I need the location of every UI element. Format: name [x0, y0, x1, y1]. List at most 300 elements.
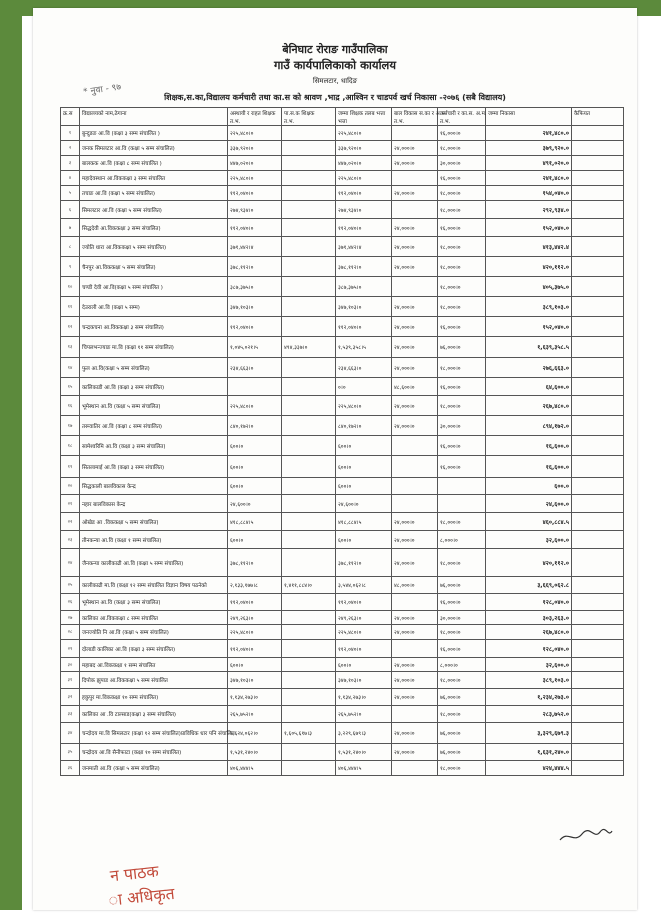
serial-cell: ३४	[61, 723, 80, 744]
pask-teacher-cell	[282, 611, 336, 625]
school-name-cell: चन्द्रोदय आ.वि सैनीफाटा (कक्षा १० सम्म संचालित)	[80, 744, 228, 761]
temp-teacher-cell: २२५,४८०।०	[228, 625, 282, 640]
office-name: गाउँ कार्यपालिकाको कार्यालय	[273, 58, 397, 72]
remarks-cell	[572, 531, 624, 549]
total-release-cell: १५४,०४०.०	[486, 186, 572, 201]
serial-cell: ३३	[61, 706, 80, 723]
total-salary-cell: १,५३९,३५८।५	[336, 337, 392, 358]
serial-cell: १८	[61, 436, 80, 456]
total-release-cell: ४१३,४४२.४	[486, 237, 572, 257]
total-salary-cell: २२५,४८०।०	[336, 171, 392, 186]
pask-teacher-cell	[282, 317, 336, 337]
serial-cell: १२	[61, 317, 80, 337]
seal-line-1: न पाठक	[109, 861, 160, 886]
total-salary-cell: ८४०,१७२।०	[336, 416, 392, 436]
child-dev-cell	[392, 126, 438, 141]
table-row	[61, 358, 624, 378]
pask-teacher-cell: ४९४,३३७।०	[282, 337, 336, 358]
temp-teacher-cell: ११२,०४०।०	[228, 219, 282, 237]
temp-teacher-cell	[228, 378, 282, 396]
remarks-cell	[572, 358, 624, 378]
child-dev-cell: २४,०००।०	[392, 513, 438, 531]
table-row	[61, 658, 624, 672]
header-temp-teacher: अस्थायी र राहत शिक्षक त.भ.	[228, 108, 282, 126]
header-pask-teacher: पा.स.क शिक्षक त.भ.	[282, 108, 336, 126]
temp-teacher-cell: २६५,७५२।०	[228, 706, 282, 723]
child-dev-cell: २४,०००।०	[392, 141, 438, 156]
total-salary-cell: ३८७,३७५।०	[336, 277, 392, 297]
child-dev-cell	[392, 171, 438, 186]
serial-cell: ३२	[61, 689, 80, 706]
child-dev-cell	[392, 436, 438, 456]
total-salary-cell: ११२,०४०।०	[336, 186, 392, 201]
staff-cell: ७६,०००।०	[438, 337, 486, 358]
staff-cell: १६,०००।०	[438, 594, 486, 611]
remarks-cell	[572, 317, 624, 337]
pask-teacher-cell	[282, 186, 336, 201]
child-dev-cell: २४,०००।०	[392, 625, 438, 640]
pask-teacher-cell	[282, 744, 336, 761]
temp-teacher-cell: ३७१,४४२।४	[228, 237, 282, 257]
total-salary-cell: २७४,९३४।०	[336, 201, 392, 219]
school-name-cell: तीनकन्या आ.वि (कक्षा १ सम्म संचालित)	[80, 531, 228, 549]
child-dev-cell: २४,०००।०	[392, 317, 438, 337]
pask-teacher-cell	[282, 396, 336, 416]
serial-cell: १०	[61, 277, 80, 297]
pask-teacher-cell	[282, 531, 336, 549]
remarks-cell	[572, 594, 624, 611]
table-row	[61, 237, 624, 257]
pask-teacher-cell	[282, 378, 336, 396]
pask-teacher-cell	[282, 201, 336, 219]
school-name-cell: चन्दोदय मा.वि सिमलटार (कक्षा १२ सम्म संचालित)प्राविधिक धार पनि संचालित	[80, 723, 228, 744]
school-name-cell: जनज्योति नि आ.वि (कक्षा ५ सम्म संचालित)	[80, 625, 228, 640]
child-dev-cell: २४,०००।०	[392, 186, 438, 201]
header-remarks: कैफियत	[572, 108, 624, 126]
pask-teacher-cell	[282, 358, 336, 378]
child-dev-cell: २४,०००।०	[392, 297, 438, 317]
remarks-cell	[572, 297, 624, 317]
child-dev-cell	[392, 478, 438, 495]
child-dev-cell: २४,०००।०	[392, 257, 438, 277]
school-name-cell: सिद्धदेवी आ.विककक्षा ३ सम्म संचालित)	[80, 219, 228, 237]
remarks-cell	[572, 689, 624, 706]
pask-teacher-cell	[282, 141, 336, 156]
pask-teacher-cell	[282, 761, 336, 776]
total-release-cell: २४१,४८०.०	[486, 171, 572, 186]
remarks-cell	[572, 513, 624, 531]
total-salary-cell: ४४७,०२०।०	[336, 156, 392, 171]
total-salary-cell: ०।०	[336, 378, 392, 396]
school-name-cell: सामेश्वरिमि आ.वि (कक्षा ३ सम्म संचालित)	[80, 436, 228, 456]
serial-cell: ३	[61, 156, 80, 171]
temp-teacher-cell: ११२,०४०।०	[228, 317, 282, 337]
total-release-cell: १२८,०४०.०	[486, 640, 572, 658]
remarks-cell	[572, 478, 624, 495]
temp-teacher-cell: ३७८,११२।०	[228, 549, 282, 577]
temp-teacher-cell: २३४,६६३।०	[228, 358, 282, 378]
pask-teacher-cell	[282, 219, 336, 237]
temp-teacher-cell: ११२,०४०।०	[228, 594, 282, 611]
staff-cell: १८,०००।०	[438, 257, 486, 277]
total-salary-cell: २४९,२६३।०	[336, 611, 392, 625]
table-row	[61, 689, 624, 706]
school-name-cell: भूमेस्थान आ.वि (कक्षा ५ सम्म संचालित)	[80, 396, 228, 416]
table-row	[61, 171, 624, 186]
serial-cell: १३	[61, 337, 80, 358]
school-name-cell: चन्द्रकचना आ.विककक्षा ३ सम्म संचालित)	[80, 317, 228, 337]
remarks-cell	[572, 549, 624, 577]
remarks-cell	[572, 277, 624, 297]
total-salary-cell: २३४,६६३।०	[336, 358, 392, 378]
header-child-dev: बाल विकास स.का र अ.म. त.भ.	[392, 108, 438, 126]
table-row	[61, 416, 624, 436]
school-name-cell: सिद्धकाली बालविकास केन्द्र	[80, 478, 228, 495]
table-row	[61, 219, 624, 237]
total-release-cell: ४२०,११२.०	[486, 257, 572, 277]
temp-teacher-cell: ३३७,९२०।०	[228, 141, 282, 156]
table-row	[61, 456, 624, 478]
school-name-cell: ज्योति धारा आ.विककक्षा ५ सम्म संचालित)	[80, 237, 228, 257]
pask-teacher-cell	[282, 237, 336, 257]
pask-teacher-cell	[282, 495, 336, 513]
pask-teacher-cell	[282, 706, 336, 723]
serial-cell: २५	[61, 577, 80, 594]
child-dev-cell: २४,०००।०	[392, 723, 438, 744]
pask-teacher-cell	[282, 171, 336, 186]
office-address: सिमलटार, धादिङ	[312, 77, 358, 85]
staff-cell: १८,०००।०	[438, 761, 486, 776]
total-release-cell: ३,३२९,६७९.३	[486, 723, 572, 744]
staff-cell: ३०,०००।०	[438, 611, 486, 625]
child-dev-cell: २४,०००।०	[392, 549, 438, 577]
temp-teacher-cell: २४,६००।०	[228, 495, 282, 513]
school-name-cell: महादेवस्थान आ.विककक्षा ३ सम्म संचालित	[80, 171, 228, 186]
table-row	[61, 478, 624, 495]
school-name-cell: चैनपुर आ.विककक्षा ५ सम्म संचालित)	[80, 257, 228, 277]
staff-cell: १६,०००।०	[438, 171, 486, 186]
total-salary-cell: ४०६,४४४।५	[336, 761, 392, 776]
school-name-cell: सिमलटार आ.वि (कक्षा ५ सम्म संचालित)	[80, 201, 228, 219]
temp-teacher-cell: ११२,०४०।०	[228, 186, 282, 201]
total-release-cell: १,२३४,२७३.०	[486, 689, 572, 706]
pask-teacher-cell	[282, 672, 336, 689]
total-release-cell: २८३,७५२.०	[486, 706, 572, 723]
school-name-cell: जनक सिमलटार आ.वि (कक्षा ५ सम्म संचालित)	[80, 141, 228, 156]
total-release-cell: १,६३९,३५८.५	[486, 337, 572, 358]
serial-cell: १	[61, 126, 80, 141]
total-release-cell: २४१,४८०.०	[486, 126, 572, 141]
staff-cell: १८,०००।०	[438, 625, 486, 640]
total-salary-cell: ३३७,९२०।०	[336, 141, 392, 156]
school-name-cell: तरूवातिर आ.वि (कक्षा ८ सम्म संचालित)	[80, 416, 228, 436]
remarks-cell	[572, 201, 624, 219]
serial-cell: ३६	[61, 761, 80, 776]
background-left	[0, 0, 22, 910]
remarks-cell	[572, 416, 624, 436]
serial-cell: २३	[61, 531, 80, 549]
remarks-cell	[572, 706, 624, 723]
staff-cell: ७६,०००।०	[438, 744, 486, 761]
header-total-salary: जम्मा शिक्षक तलब भत्ता भत्ता	[336, 108, 392, 126]
header-serial: क्र.स	[61, 108, 80, 126]
total-salary-cell: ११२,०४०।०	[336, 640, 392, 658]
child-dev-cell: २४,०००।०	[392, 358, 438, 378]
child-dev-cell	[392, 201, 438, 219]
table-header-row	[61, 108, 624, 126]
staff-cell: १८,०००।०	[438, 141, 486, 156]
staff-cell: १८,०००।०	[438, 237, 486, 257]
total-salary-cell: ४१८,८८४।५	[336, 513, 392, 531]
pask-teacher-cell	[282, 156, 336, 171]
remarks-cell	[572, 156, 624, 171]
pask-teacher-cell	[282, 625, 336, 640]
temp-teacher-cell: २,१३३,१७७।८	[228, 577, 282, 594]
serial-cell: ३०	[61, 658, 80, 672]
total-salary-cell: १,१३४,२७३।०	[336, 689, 392, 706]
temp-teacher-cell: २२५,४८०।०	[228, 126, 282, 141]
table-row	[61, 495, 624, 513]
remarks-cell	[572, 378, 624, 396]
staff-cell: ८,०००।०	[438, 531, 486, 549]
remarks-cell	[572, 171, 624, 186]
total-release-cell: ३८९,१०३.०	[486, 672, 572, 689]
total-salary-cell: ३,२२९,६७९।३	[336, 723, 392, 744]
seal-line-2: ा अधिकृत	[107, 883, 176, 910]
school-name-cell: बुन्दुङङ आ.वि (कक्षा ३ सम्म संचालित )	[80, 126, 228, 141]
serial-cell: १६	[61, 396, 80, 416]
total-release-cell: ६४,६००.०	[486, 378, 572, 396]
total-salary-cell: ३७८,११२।०	[336, 257, 392, 277]
staff-cell: १८,०००।०	[438, 549, 486, 577]
staff-cell: १६,०००।०	[438, 456, 486, 478]
table-row	[61, 436, 624, 456]
school-name-cell: जैनकन्या कालीकाढी आ.वि (कक्षा ५ सम्म संचालित)	[80, 549, 228, 577]
school-name-cell: कालिका आ.विककक्षा ८ सम्म संचालित	[80, 611, 228, 625]
child-dev-cell: २४,०००।०	[392, 658, 438, 672]
staff-cell: १८,०००।०	[438, 186, 486, 201]
temp-teacher-cell: २२५,४८०।०	[228, 396, 282, 416]
staff-cell: १६,०००।०	[438, 317, 486, 337]
total-release-cell: २६७,४८०.०	[486, 396, 572, 416]
signature	[558, 826, 614, 846]
staff-cell: १८,०००।०	[438, 277, 486, 297]
table-row	[61, 156, 624, 171]
remarks-cell	[572, 126, 624, 141]
pask-teacher-cell	[282, 478, 336, 495]
temp-teacher-cell: १,५३१,२४०।०	[228, 744, 282, 761]
serial-cell: २४	[61, 549, 80, 577]
total-release-cell: ४६०,८८४.५	[486, 513, 572, 531]
total-release-cell: ८९४,१७२.०	[486, 416, 572, 436]
total-salary-cell: ११२,०४०।०	[336, 317, 392, 337]
table-row	[61, 396, 624, 416]
pask-teacher-cell	[282, 640, 336, 658]
pask-teacher-cell	[282, 257, 336, 277]
total-release-cell: १६,६००.०	[486, 436, 572, 456]
temp-teacher-cell: ४०६,४४४।५	[228, 761, 282, 776]
pask-teacher-cell	[282, 549, 336, 577]
total-salary-cell: ११२,०४०।०	[336, 219, 392, 237]
remarks-cell	[572, 436, 624, 456]
total-release-cell: ३२,६००.०	[486, 531, 572, 549]
total-salary-cell: ३४७,१०३।०	[336, 297, 392, 317]
staff-cell: १८,०००।०	[438, 297, 486, 317]
total-release-cell: २७६,६६३.०	[486, 358, 572, 378]
temp-teacher-cell: ४१८,८८४।५	[228, 513, 282, 531]
serial-cell: २१	[61, 495, 80, 513]
pask-teacher-cell: १,४११,८८४।०	[282, 577, 336, 594]
total-release-cell: १६,६००.०	[486, 456, 572, 478]
header-total-release: जम्मा निकासा	[486, 108, 572, 126]
table-row	[61, 201, 624, 219]
temp-teacher-cell: ६००।०	[228, 456, 282, 478]
table-row	[61, 297, 624, 317]
total-release-cell: २६७,४८०.०	[486, 625, 572, 640]
remarks-cell	[572, 723, 624, 744]
staff-cell: ७६,०००।०	[438, 723, 486, 744]
total-release-cell: ३२,६००.०	[486, 658, 572, 672]
pask-teacher-cell	[282, 277, 336, 297]
school-name-cell: भूमेस्थान आ.वि (कक्षा ३ सम्म संचालित)	[80, 594, 228, 611]
school-name-cell: हकुपुर मा.विककक्षा १० सम्म संचालित)	[80, 689, 228, 706]
child-dev-cell	[392, 761, 438, 776]
staff-cell: १६,०००।०	[438, 640, 486, 658]
staff-cell: ३०,०००।०	[438, 156, 486, 171]
child-dev-cell	[392, 594, 438, 611]
school-name-cell: बालकक आ.वि (कक्षा ८ सम्म संचालित )	[80, 156, 228, 171]
temp-teacher-cell: ६००।०	[228, 478, 282, 495]
remarks-cell	[572, 396, 624, 416]
remarks-cell	[572, 337, 624, 358]
remarks-cell	[572, 658, 624, 672]
table-row	[61, 761, 624, 776]
serial-cell: ३१	[61, 672, 80, 689]
child-dev-cell: २४,०००।०	[392, 396, 438, 416]
serial-cell: ९	[61, 257, 80, 277]
school-name-cell: चण्डी देवी आ.वि(कक्षा ५ सम्म संचालित )	[80, 277, 228, 297]
table-row	[61, 378, 624, 396]
serial-cell: ७	[61, 219, 80, 237]
school-name-cell: चिपलभन्ज्याङ मा.वि (कक्षा ११ सम्म संचालित)	[80, 337, 228, 358]
pask-teacher-cell: १,६०५,६१७।३	[282, 723, 336, 744]
child-dev-cell: २४,०००।०	[392, 337, 438, 358]
child-dev-cell: २४,०००।०	[392, 237, 438, 257]
staff-cell: ३०,०००।०	[438, 416, 486, 436]
total-salary-cell: ३७८,११२।०	[336, 549, 392, 577]
total-release-cell: ३०३,२६३.०	[486, 611, 572, 625]
total-salary-cell: ३७१,४४२।४	[336, 237, 392, 257]
total-release-cell: ३७९,९२०.०	[486, 141, 572, 156]
total-salary-cell: ६००।०	[336, 478, 392, 495]
school-name-cell: तचाङ आ.वि (कक्षा ५ सम्म संचालित)	[80, 186, 228, 201]
remarks-cell	[572, 495, 624, 513]
official-seal	[103, 853, 203, 913]
total-salary-cell: २२५,४८०।०	[336, 396, 392, 416]
pask-teacher-cell	[282, 297, 336, 317]
total-release-cell: ६००.०	[486, 478, 572, 495]
child-dev-cell: २४,०००।०	[392, 156, 438, 171]
pask-teacher-cell	[282, 126, 336, 141]
total-release-cell: ४२०,११२.०	[486, 549, 572, 577]
school-name-cell: कालिका आ .वि टाल्साड(कक्षा ३ सम्म संचालित)	[80, 706, 228, 723]
serial-cell: २	[61, 141, 80, 156]
remarks-cell	[572, 456, 624, 478]
table-row	[61, 723, 624, 744]
table-row	[61, 549, 624, 577]
pask-teacher-cell	[282, 513, 336, 531]
temp-teacher-cell: ६००।०	[228, 531, 282, 549]
temp-teacher-cell: २२५,४८०।०	[228, 171, 282, 186]
table-row	[61, 513, 624, 531]
total-release-cell: ४०५,३७५.०	[486, 277, 572, 297]
staff-cell: १८,०००।०	[438, 513, 486, 531]
table-row	[61, 141, 624, 156]
staff-cell: ७६,०००।०	[438, 689, 486, 706]
child-dev-cell: २४,०००।०	[392, 416, 438, 436]
child-dev-cell: ४८,०००।०	[392, 577, 438, 594]
table-row	[61, 672, 624, 689]
child-dev-cell	[392, 456, 438, 478]
remarks-cell	[572, 237, 624, 257]
table-row	[61, 531, 624, 549]
temp-teacher-cell: १,६२४,०६२।०	[228, 723, 282, 744]
total-release-cell: ३,६६९,०६२.८	[486, 577, 572, 594]
staff-cell: १६,०००।०	[438, 126, 486, 141]
staff-cell: ७६,०००।०	[438, 577, 486, 594]
total-release-cell: ४९१,०२०.०	[486, 156, 572, 171]
remarks-cell	[572, 577, 624, 594]
total-salary-cell: २४,६००।०	[336, 495, 392, 513]
temp-teacher-cell: २४९,२६३।०	[228, 611, 282, 625]
total-salary-cell: ११२,०४०।०	[336, 594, 392, 611]
serial-cell: ४	[61, 171, 80, 186]
child-dev-cell: २४,०००।०	[392, 744, 438, 761]
total-salary-cell: ३४७,१०३।०	[336, 672, 392, 689]
remarks-cell	[572, 257, 624, 277]
staff-cell: ८,०००।०	[438, 658, 486, 672]
total-release-cell: १५२,०४०.०	[486, 219, 572, 237]
table-row	[61, 611, 624, 625]
child-dev-cell: ४८,६००।०	[392, 378, 438, 396]
serial-cell: ५	[61, 186, 80, 201]
temp-teacher-cell: ३७८,११२।०	[228, 257, 282, 277]
total-salary-cell: ६००।०	[336, 658, 392, 672]
serial-cell: ६	[61, 201, 80, 219]
temp-teacher-cell: १,१३४,२७३।०	[228, 689, 282, 706]
child-dev-cell	[392, 640, 438, 658]
table-row	[61, 277, 624, 297]
staff-cell: १६,०००।०	[438, 378, 486, 396]
serial-cell: १४	[61, 358, 80, 378]
expense-table	[60, 107, 624, 776]
school-name-cell: फुल आ.वि(कक्षा ५ सम्म संचालित)	[80, 358, 228, 378]
child-dev-cell: २४,०००।०	[392, 219, 438, 237]
staff-cell: १८,०००।०	[438, 201, 486, 219]
document-page	[33, 8, 637, 910]
pask-teacher-cell	[282, 689, 336, 706]
child-dev-cell	[392, 277, 438, 297]
table-row	[61, 640, 624, 658]
serial-cell: १७	[61, 416, 80, 436]
serial-cell: ३५	[61, 744, 80, 761]
total-release-cell: ४२४,४४४.५	[486, 761, 572, 776]
school-name-cell: ओखेड आ .विककक्षा ५ सम्म संचालित)	[80, 513, 228, 531]
table-row	[61, 706, 624, 723]
total-salary-cell: ६००।०	[336, 531, 392, 549]
staff-cell: १६,०००।०	[438, 436, 486, 456]
temp-teacher-cell: १,०४५,०२१।५	[228, 337, 282, 358]
